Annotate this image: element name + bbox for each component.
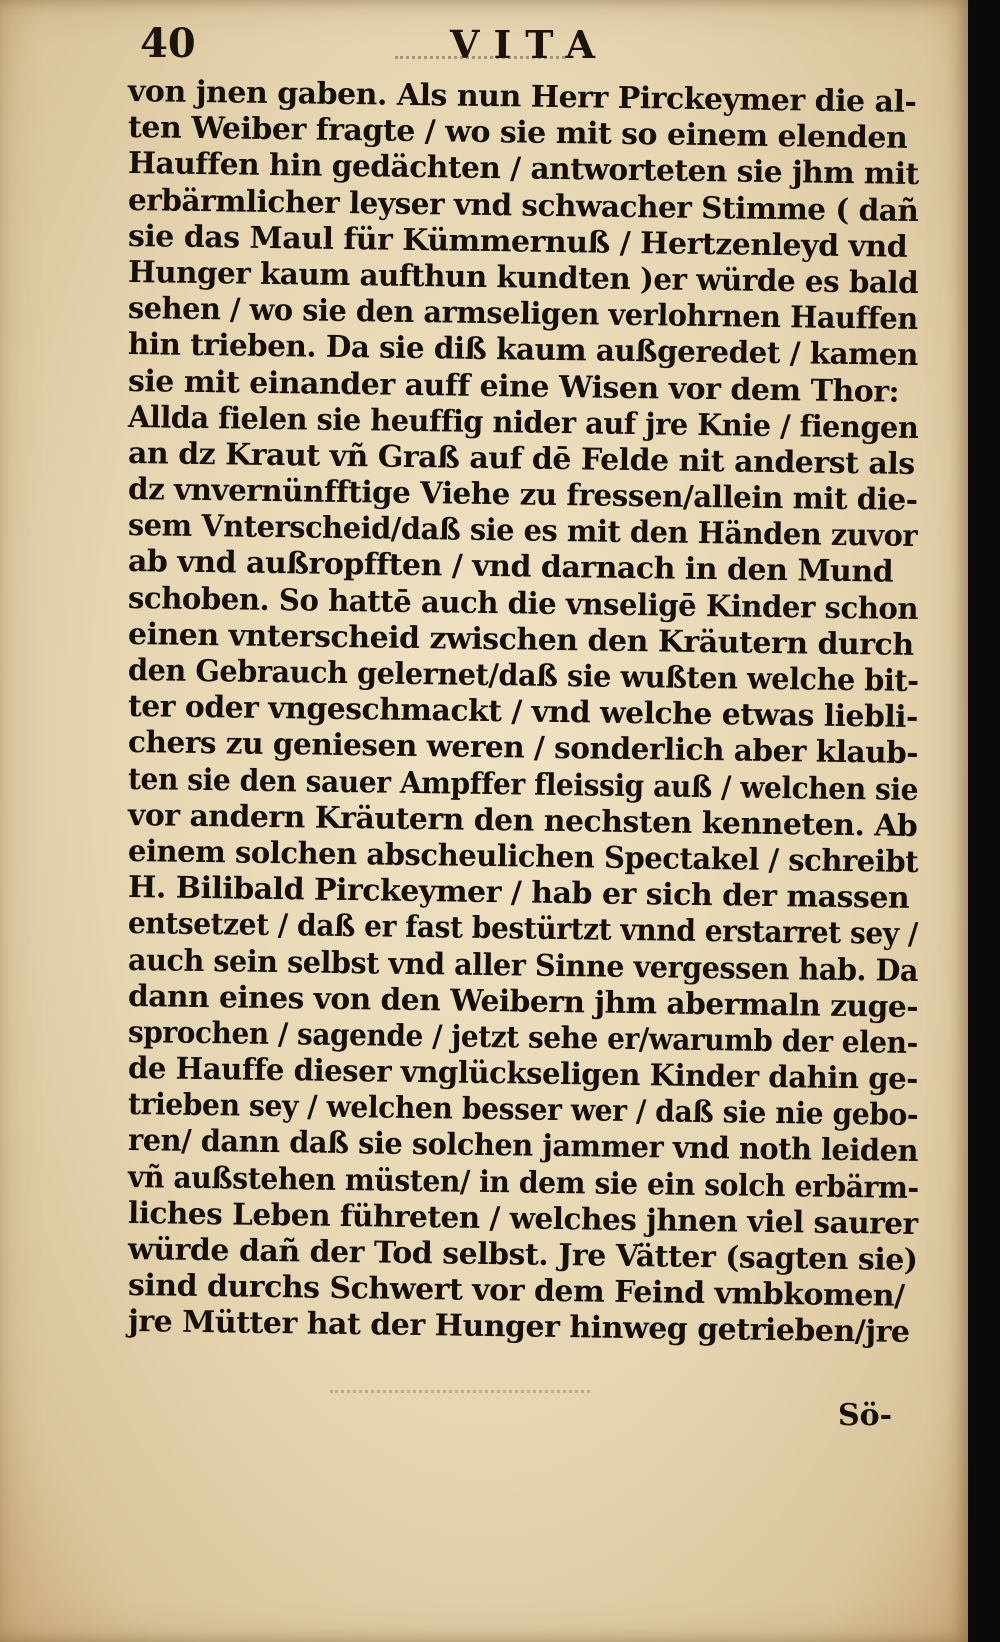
bleed-through-smudge bbox=[330, 1390, 590, 1423]
text-line: entsetzet / daß er fast bestürtzt vnnd erstarret sey / bbox=[127, 906, 919, 953]
text-line: sie mit einander auff eine Wisen vor dem Thor: bbox=[127, 363, 900, 410]
text-line: sem Vnterscheid/daß sie es mit den Händen zuvor bbox=[127, 508, 918, 555]
body-text bbox=[127, 74, 920, 1351]
text-line: de Hauffe dieser vnglückseligen Kinder dahin ge- bbox=[127, 1051, 919, 1098]
text-line: einen vnterscheid zwischen den Kräutern durch bbox=[127, 616, 914, 663]
text-line: hin trieben. Da sie diß kaum außgeredet / kamen bbox=[127, 327, 919, 374]
page-header bbox=[140, 20, 900, 72]
text-line: sind durchs Schwert vor dem Feind vmbkomen/ bbox=[127, 1268, 905, 1315]
text-line: ren/ dann daß sie solchen jammer vnd noth leiden bbox=[127, 1123, 919, 1170]
text-line: liches Leben führeten / welches jhnen viel saurer bbox=[127, 1195, 918, 1242]
running-head: VITA bbox=[450, 22, 609, 67]
text-line: an dz Kraut vñ Graß auf dē Felde nit anderst als bbox=[127, 435, 915, 482]
text-line: ab vnd außropfften / vnd darnach in den Mund bbox=[127, 544, 894, 591]
text-line: sprochen / sagende / jetzt sehe er/warumb der elen- bbox=[127, 1014, 918, 1061]
text-line: dz vnvernünfftige Viehe zu fressen/allein mit die- bbox=[127, 472, 918, 519]
text-line: chers zu geniesen weren / sonderlich aber klaub- bbox=[127, 725, 919, 772]
text-line: vor andern Kräutern den nechsten kenneten. Ab bbox=[127, 797, 918, 844]
text-line: jre Mütter hat der Hunger hinweg getrieben/jre bbox=[127, 1304, 910, 1351]
text-line: Hauffen hin gedächten / antworteten sie jhm mit bbox=[127, 146, 920, 193]
text-line: auch sein selbst vnd aller Sinne vergessen hab. Da bbox=[127, 942, 919, 989]
text-line: dann eines von den Weibern jhm abermaln zuge- bbox=[127, 978, 919, 1025]
text-line: Hunger kaum aufthun kundten )er würde es bald bbox=[127, 254, 919, 301]
text-line: Allda fielen sie heuffig nider auf jre Knie / fiengen bbox=[127, 399, 919, 446]
text-line: sie das Maul für Kümmernuß / Hertzenleyd vnd bbox=[127, 218, 908, 265]
text-line: trieben sey / welchen besser wer / daß sie nie gebo- bbox=[127, 1087, 919, 1134]
text-line: ten sie den sauer Ampffer fleissig auß / welchen sie bbox=[127, 761, 919, 808]
scan-edge bbox=[968, 0, 1000, 1642]
text-line: ten Weiber fragte / wo sie mit so einem elenden bbox=[127, 110, 908, 157]
catchword: Sö- bbox=[838, 1398, 893, 1433]
text-line: vñ außstehen müsten/ in dem sie ein solch erbärm- bbox=[127, 1159, 919, 1206]
text-line: ter oder vngeschmackt / vnd welche etwas liebli- bbox=[127, 689, 919, 736]
text-line: schoben. So hattē auch die vnseligē Kinder schon bbox=[127, 580, 919, 627]
text-line: den Gebrauch gelernet/daß sie wußten welche bit- bbox=[127, 653, 919, 700]
text-line: einem solchen abscheulichen Spectakel / schreibt bbox=[127, 833, 919, 880]
page-number: 40 bbox=[140, 20, 196, 67]
text-line: H. Bilibald Pirckeymer / hab er sich der massen bbox=[127, 870, 910, 917]
text-line: sehen / wo sie den armseligen verlohrnen Hauffen bbox=[127, 291, 918, 338]
text-line: von jnen gaben. Als nun Herr Pirckeymer die al- bbox=[127, 74, 917, 121]
text-line: erbärmlicher leyser vnd schwacher Stimme ( dañ bbox=[127, 182, 919, 229]
text-line: würde dañ der Tod selbst. Jre Vätter (sagten sie) bbox=[127, 1232, 918, 1279]
